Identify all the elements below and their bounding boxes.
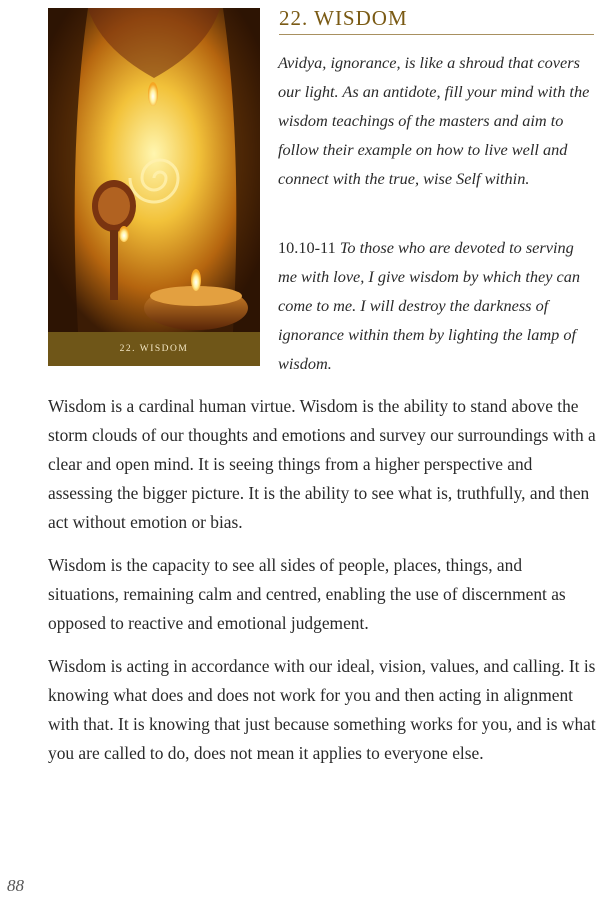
body-paragraph: Wisdom is the capacity to see all sides of people, places, things, and situations, remaining calm and centred, enabling the use of discernment as opposed to reactive and emotional judgement. <box>48 555 566 633</box>
verse-text: To those who are devoted to serving me with love, I give wisdom by which they can come to me. I will destroy the darkness of ignorance within them by lighting the lamp of wisdom. <box>278 238 581 373</box>
card-title: 22. WISDOM <box>279 6 408 30</box>
intro-paragraph: Avidya, ignorance, is like a shroud that covers our light. As an antidote, fill your mind with the wisdom teachings of the masters and aim to follow their example on how to live well and connect with the true, wise Self within. <box>278 53 590 188</box>
body-paragraph: Wisdom is acting in accordance with our ideal, vision, values, and calling. It is knowing what does and does not work for you and then acting in alignment with that. It is knowing that just because something works for you, and is what you are called to do, does not mean it applies to everyone else. <box>48 656 596 763</box>
title-divider <box>279 34 594 35</box>
card-image <box>48 8 260 366</box>
verse-reference: 10.10-11 <box>278 238 336 257</box>
page-number: 88 <box>7 876 24 895</box>
verse-paragraph <box>278 233 596 378</box>
body-paragraph: Wisdom is a cardinal human virtue. Wisdom is the ability to stand above the storm clouds of our thoughts and emotions and survey our surroundings with a clear and open mind. It is seeing things from a higher perspective and assessing the bigger picture. It is the ability to see what is, truthfully, and then act without emotion or bias. <box>48 396 596 532</box>
lamp-illustration <box>48 8 260 332</box>
body-text <box>48 392 596 782</box>
card-caption: 22. WISDOM <box>48 332 260 366</box>
